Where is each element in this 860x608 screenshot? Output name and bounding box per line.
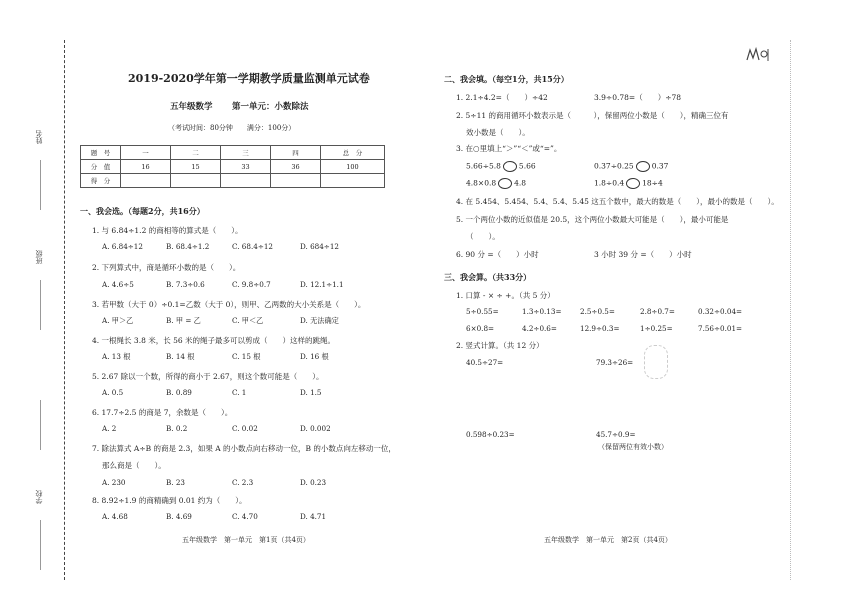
fill-5-cont: （ ）。 [466, 232, 500, 241]
oral-item: 5÷0.55= [466, 307, 499, 316]
option-c[interactable]: C. 15 根 [232, 352, 261, 361]
vertical-item: 79.3÷26= [596, 358, 634, 367]
exam-info: （考试时间：80分钟 满分：100分） [168, 124, 296, 132]
vertical-item: 45.7÷0.9= [596, 430, 636, 439]
score-header: 题 号 [81, 146, 121, 160]
oral-item: 0.32÷0.04= [698, 307, 743, 316]
margin-label-school: 学校 [35, 490, 43, 504]
section-1-heading: 一、我会选。（每题2分，共16分） [80, 206, 205, 216]
vertical-item: 40.5÷27= [466, 358, 504, 367]
question-1: 1. 与 6.84÷1.2 的商相等的算式是（ ）。 [92, 226, 243, 235]
fill-6b: 3 小时 39 分 =（ ）小时 [594, 250, 692, 259]
compare-row-1 [466, 161, 536, 172]
margin-label-class: 班级 [35, 250, 43, 264]
right-edge-line [790, 40, 791, 580]
oral-item: 2.8÷0.7= [640, 307, 675, 316]
score-input[interactable] [221, 174, 271, 188]
oral-title: 1. 口算 - × ÷ +。（共 5 分） [456, 291, 555, 300]
fill-5: 5. 一个两位小数的近似值是 20.5，这个两位小数最大可能是（ ），最小可能是 [456, 215, 729, 224]
option-b[interactable]: B. 甲 = 乙 [166, 316, 201, 325]
score-header: 四 [271, 146, 321, 160]
compare-circle[interactable] [636, 161, 650, 172]
option-c[interactable]: C. 9.8÷0.7 [232, 280, 271, 289]
option-a[interactable]: A. 0.5 [102, 388, 124, 397]
option-b[interactable]: B. 68.4÷1.2 [166, 242, 210, 251]
option-c[interactable]: C. 甲＜乙 [232, 316, 264, 325]
score-input[interactable] [121, 174, 171, 188]
section-2-heading: 二、我会填。（每空1分，共15分） [444, 74, 569, 84]
compare-left: 0.37÷0.25 [594, 161, 634, 171]
score-input[interactable] [171, 174, 221, 188]
fill-3: 3. 在○里填上“＞”“＜”或“=”。 [456, 144, 562, 153]
question-5: 5. 2.67 除以一个数，所得的商小于 2.67，则这个数可能是（ ）。 [92, 372, 324, 381]
margin-blank-line [40, 160, 41, 210]
option-d[interactable]: D. 1.5 [300, 388, 322, 397]
question-2: 2. 下列算式中，商是循环小数的是（ ）。 [92, 263, 241, 272]
score-cell: 15 [171, 160, 221, 174]
fill-1a: 1. 2.1÷4.2=（ ）÷42 [456, 93, 548, 102]
score-cell: 36 [271, 160, 321, 174]
option-a[interactable]: A. 13 根 [102, 352, 131, 361]
option-b[interactable]: B. 0.2 [166, 424, 188, 433]
stamp-icon [744, 46, 770, 64]
oral-item: 1.3÷0.13= [522, 307, 562, 316]
section-3-heading: 三、我会算。（共33分） [444, 272, 532, 282]
compare-circle[interactable] [503, 161, 517, 172]
binding-line [64, 40, 65, 580]
subtitle-unit: 第一单元：小数除法 [232, 102, 309, 112]
score-cell: 16 [121, 160, 171, 174]
compare-right: 5.66 [518, 161, 536, 171]
option-b[interactable]: B. 7.3÷0.6 [166, 280, 205, 289]
question-3: 3. 若甲数（大于 0）÷0.1=乙数（大于 0），则甲、乙两数的大小关系是（ ）。 [92, 300, 366, 309]
option-c[interactable]: C. 68.4÷12 [232, 242, 273, 251]
option-a[interactable]: A. 甲＞乙 [102, 316, 134, 325]
compare-row-2b [594, 178, 663, 189]
compare-row-2 [466, 178, 526, 189]
option-d[interactable]: D. 684÷12 [300, 242, 339, 251]
option-d[interactable]: D. 4.71 [300, 512, 327, 521]
margin-blank-line [40, 400, 41, 450]
pencil-mark [644, 345, 668, 379]
option-a[interactable]: A. 4.68 [102, 512, 128, 521]
compare-left: 1.8÷0.4 [594, 178, 625, 188]
option-b[interactable]: B. 0.89 [166, 388, 192, 397]
option-a[interactable]: A. 6.84÷12 [102, 242, 143, 251]
score-cell: 33 [221, 160, 271, 174]
score-header: 二 [171, 146, 221, 160]
footer-left: 五年级数学 第一单元 第1页（共4页） [182, 536, 310, 544]
compare-row-1b [594, 161, 668, 172]
option-a[interactable]: A. 4.6÷5 [102, 280, 134, 289]
compare-circle[interactable] [626, 178, 640, 189]
option-d[interactable]: D. 无法确定 [300, 316, 339, 325]
margin-label-name: 姓名 [35, 130, 43, 144]
option-b[interactable]: B. 14 根 [166, 352, 195, 361]
option-c[interactable]: C. 4.70 [232, 512, 258, 521]
score-cell: 100 [321, 160, 385, 174]
option-b[interactable]: B. 23 [166, 478, 185, 487]
score-table [80, 145, 385, 188]
question-6: 6. 17.7÷2.5 的商是 7，余数是（ ）。 [92, 408, 233, 417]
score-input[interactable] [271, 174, 321, 188]
page-title: 2019-2020学年第一学期教学质量监测单元试卷 [128, 72, 370, 85]
vertical-note: （保留两位有效小数） [598, 443, 668, 451]
score-cell: 分 值 [81, 160, 121, 174]
vertical-title: 2. 竖式计算。（共 12 分） [456, 341, 544, 350]
score-header: 一 [121, 146, 171, 160]
option-d[interactable]: D. 16 根 [300, 352, 329, 361]
option-d[interactable]: D. 0.002 [300, 424, 331, 433]
vertical-item: 0.598÷0.23= [466, 430, 515, 439]
oral-item: 2.5÷0.5= [580, 307, 615, 316]
question-7: 7. 除法算式 A÷B 的商是 2.3，如果 A 的小数点向右移动一位，B 的小数点向左移动一位， [92, 444, 396, 453]
compare-right: 18÷4 [642, 178, 663, 188]
question-8: 8. 8.92÷1.9 的商精确到 0.01 约为（ ）。 [92, 496, 247, 505]
fill-4: 4. 在 5.454、5.454̇、5.4、5.4̇、5.4̇5̇ 这五个数中，最大的数是（ ），最小的数是（ ）。 [456, 197, 779, 206]
margin-blank-line [40, 520, 41, 570]
question-4: 4. 一根绳长 3.8 米，长 56 米的绳子最多可以剪成（ ）这样的跳绳。 [92, 336, 336, 345]
option-c[interactable]: C. 0.02 [232, 424, 258, 433]
compare-circle[interactable] [498, 178, 512, 189]
question-7-cont: 那么商是（ ）。 [102, 461, 166, 470]
oral-item: 12.9÷0.3= [580, 324, 620, 333]
fill-2-cont: 效小数是（ ）。 [466, 128, 530, 137]
compare-left: 5.66÷5.8 [466, 161, 501, 171]
fill-2: 2. 5÷11 的商用循环小数表示是（ ），保留两位小数是（ ），精确三位有 [456, 111, 729, 120]
option-a[interactable]: A. 2 [102, 424, 117, 433]
fill-1b: 3.9÷0.78=（ ）÷78 [594, 93, 682, 102]
option-a[interactable]: A. 230 [102, 478, 126, 487]
score-header: 总 分 [321, 146, 385, 160]
subtitle-grade: 五年级数学 [170, 102, 213, 112]
score-cell: 得 分 [81, 174, 121, 188]
option-d[interactable]: D. 12.1÷1.1 [300, 280, 344, 289]
oral-item: 4.2÷0.6= [522, 324, 557, 333]
oral-item: 7.56÷0.01= [698, 324, 743, 333]
option-c[interactable]: C. 2.3 [232, 478, 254, 487]
fill-6a: 6. 90 分 =（ ）小时 [456, 250, 539, 259]
compare-right: 0.37 [651, 161, 669, 171]
option-c[interactable]: C. 1 [232, 388, 247, 397]
margin-blank-line [40, 280, 41, 330]
compare-left: 4.8×0.8 [466, 178, 497, 188]
score-input[interactable] [321, 174, 385, 188]
oral-item: 1÷0.25= [640, 324, 673, 333]
option-b[interactable]: B. 4.69 [166, 512, 192, 521]
oral-item: 6×0.8= [466, 324, 495, 333]
footer-right: 五年级数学 第一单元 第2页（共4页） [544, 536, 672, 544]
compare-right: 4.8 [514, 178, 527, 188]
score-header: 三 [221, 146, 271, 160]
option-d[interactable]: D. 0.23 [300, 478, 327, 487]
